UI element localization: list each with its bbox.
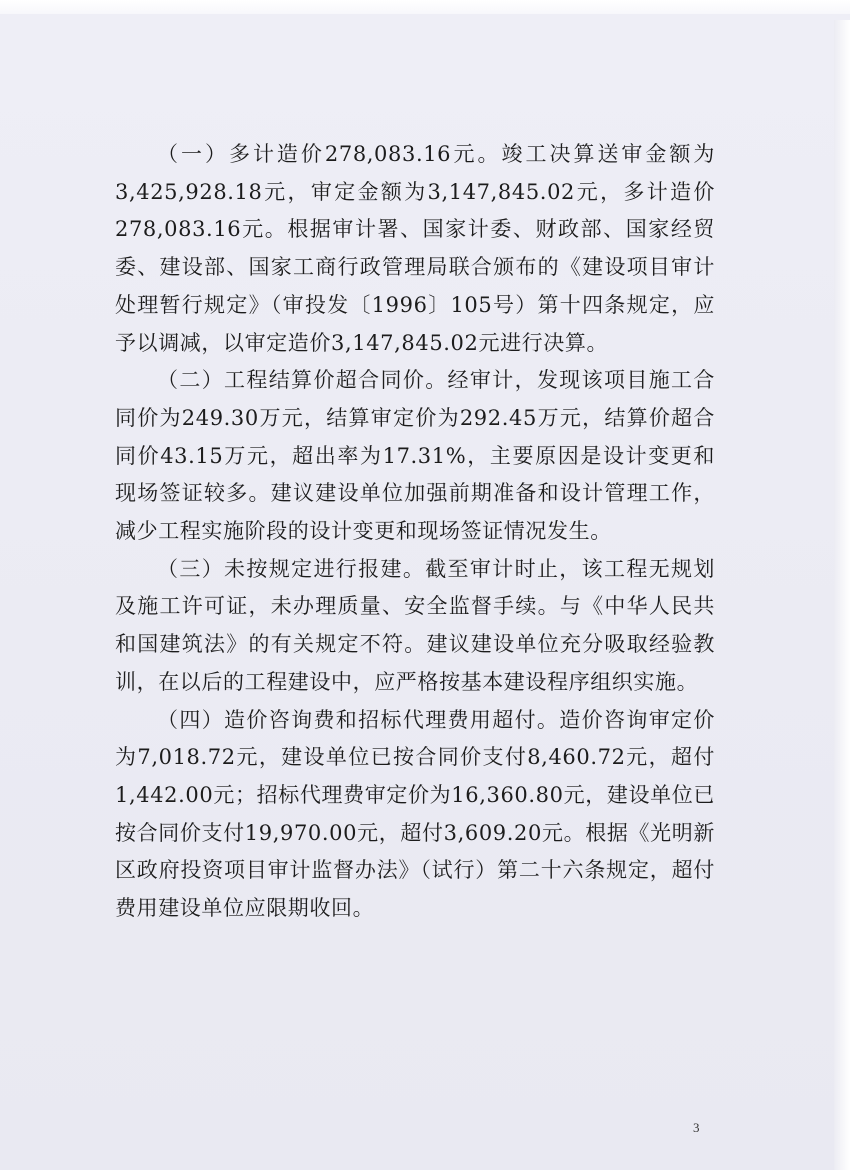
paragraph-4-body: 造价咨询审定价为7,018.72元，建设单位已按合同价支付8,460.72元，超付1,442.00元；招标代理费审定价为16,360.80元，建设单位已按合同价支付19,970.00元，超付3,609.20元。根据《光明新区政府投资项目审计监督办法》（试行）第二十六条规定，超付费用建设单位应限期收回。: [115, 707, 715, 921]
paragraph-4-heading: （四）造价咨询费和招标代理费用超付。: [157, 707, 560, 732]
paragraph-1-heading: （一）多计造价278,083.16元。: [157, 142, 502, 166]
paragraph-3-heading: （三）未按规定进行报建。: [157, 556, 426, 581]
paragraph-2-heading: （二）工程结算价超合同价。: [157, 368, 448, 393]
paragraph-1: [115, 136, 715, 362]
paragraph-4: [115, 702, 715, 928]
scan-edge-top: [0, 0, 850, 14]
paragraph-3-body: 截至审计时止，该工程无规划及施工许可证，未办理质量、安全监督手续。与《中华人民共和国建筑法》的有关规定不符。建议建设单位充分吸取经验教训，在以后的工程建设中，应严格按基本建设程序组织实施。: [115, 556, 715, 694]
paragraph-2: [115, 362, 715, 551]
paragraph-3: [115, 551, 715, 702]
document-body: [115, 136, 715, 928]
paragraph-1-body: 竣工决算送审金额为3,425,928.18元，审定金额为3,147,845.02元，多计造价278,083.16元。根据审计署、国家计委、财政部、国家经贸委、建设部、国家工商行政管理局联合颁布的《建设项目审计处理暂行规定》（审投发〔1996〕105号）第十四条规定，应予以调减，以审定造价3,147,845.02元进行决算。: [115, 142, 715, 355]
page-number: 3: [693, 1120, 700, 1135]
scan-edge-right: [834, 20, 850, 1170]
paragraph-2-body: 经审计，发现该项目施工合同价为249.30万元，结算审定价为292.45万元，结算价超合同价43.15万元，超出率为17.31%，主要原因是设计变更和现场签证较多。建议建设单位加强前期准备和设计管理工作，减少工程实施阶段的设计变更和现场签证情况发生。: [115, 368, 715, 544]
